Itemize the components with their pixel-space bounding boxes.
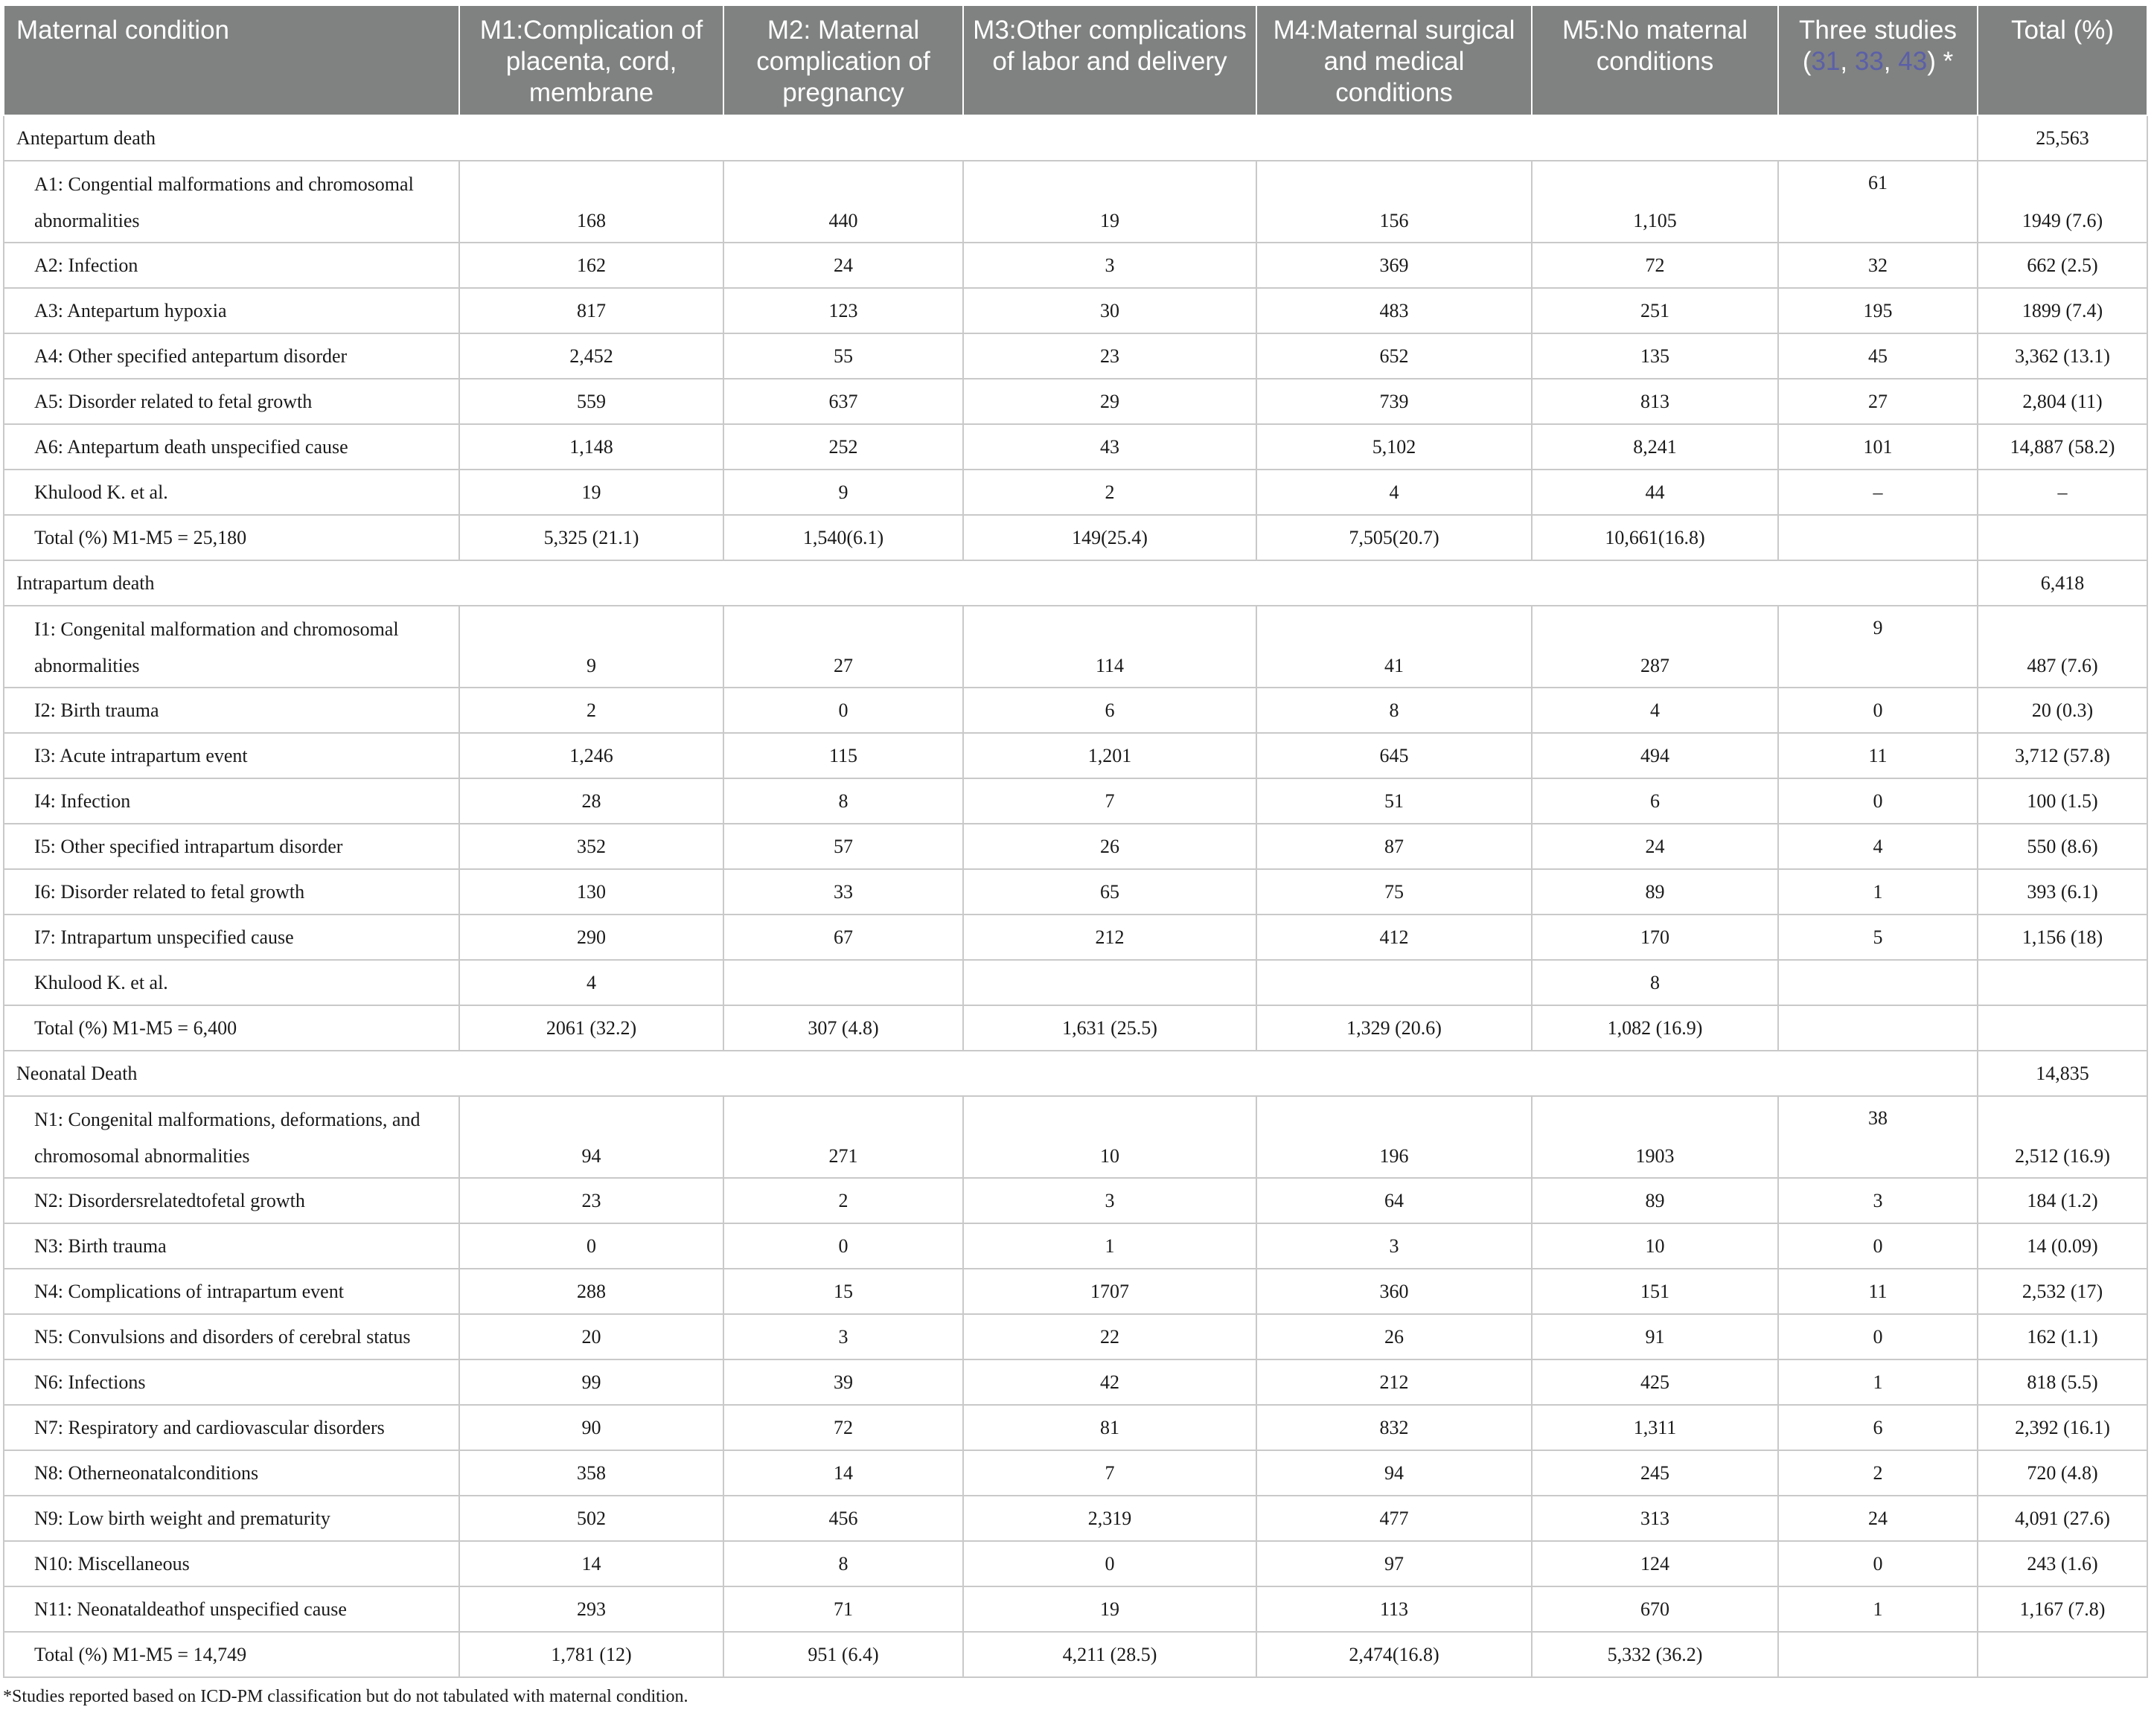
table-row: [4, 379, 2147, 424]
cell-m4: 41: [1256, 606, 1532, 688]
cell-m5: 251: [1532, 288, 1778, 333]
footnote: *Studies reported based on ICD-PM classification but do not tabulated with maternal condition.: [3, 1687, 688, 1706]
ref-link-31[interactable]: 31: [1811, 47, 1841, 76]
cell-m1: 293: [459, 1586, 723, 1632]
cell-m3: 81: [963, 1405, 1256, 1450]
cell-three: 32: [1778, 243, 1978, 288]
cell-m3: 22: [963, 1314, 1256, 1359]
cell-m2: 115: [723, 733, 963, 778]
cell-m5: 135: [1532, 333, 1778, 379]
cell-m5: 8: [1532, 960, 1778, 1005]
cell-m5: 813: [1532, 379, 1778, 424]
cell-three: 0: [1778, 1314, 1978, 1359]
section-title: Neonatal Death: [4, 1051, 1978, 1096]
header-total: Total (%): [1978, 5, 2147, 115]
cell-m4: 832: [1256, 1405, 1532, 1450]
cell-m3: 2: [963, 470, 1256, 515]
cell-m4: 87: [1256, 824, 1532, 869]
table-row: [4, 1632, 2147, 1677]
cell-m2: 67: [723, 915, 963, 960]
cell-m4: 94: [1256, 1450, 1532, 1496]
cell-m5: 1903: [1532, 1096, 1778, 1178]
cell-m2: [723, 960, 963, 1005]
cell-m1: 9: [459, 606, 723, 688]
cell-m3: 0: [963, 1541, 1256, 1586]
cell-m5: 1,082 (16.9): [1532, 1005, 1778, 1051]
cell-total: [1978, 1632, 2147, 1677]
cell-total: 2,532 (17): [1978, 1269, 2147, 1314]
section-row-intrapartum: [4, 560, 2147, 606]
cell-three: 27: [1778, 379, 1978, 424]
cell-total: 20 (0.3): [1978, 688, 2147, 733]
cell-three: 0: [1778, 688, 1978, 733]
table-row: [4, 333, 2147, 379]
cell-m4: 360: [1256, 1269, 1532, 1314]
cell-three: [1778, 960, 1978, 1005]
cell-m2: 307 (4.8): [723, 1005, 963, 1051]
section-title: Antepartum death: [4, 115, 1978, 161]
cell-m3: 7: [963, 1450, 1256, 1496]
ref-separator: ,: [1840, 47, 1855, 76]
cell-m1: 2061 (32.2): [459, 1005, 723, 1051]
cell-total: 818 (5.5): [1978, 1359, 2147, 1405]
cell-m3: 6: [963, 688, 1256, 733]
cell-m1: 20: [459, 1314, 723, 1359]
ref-link-33[interactable]: 33: [1854, 47, 1884, 76]
cell-m5: 124: [1532, 1541, 1778, 1586]
table-row: [4, 1314, 2147, 1359]
cell-m2: 1,540(6.1): [723, 515, 963, 560]
row-label: A3: Antepartum hypoxia: [4, 288, 459, 333]
cell-total: [1978, 1005, 2147, 1051]
cell-three: 45: [1778, 333, 1978, 379]
cell-m3: 1,631 (25.5): [963, 1005, 1256, 1051]
cell-m2: 55: [723, 333, 963, 379]
header-m1: M1:Complication of placenta, cord, membrane: [459, 5, 723, 115]
row-label: N2: Disordersrelatedtofetal growth: [4, 1178, 459, 1223]
cell-three: 4: [1778, 824, 1978, 869]
cell-total: –: [1978, 470, 2147, 515]
cell-m2: 27: [723, 606, 963, 688]
cell-m5: 170: [1532, 915, 1778, 960]
section-row-antepartum: [4, 115, 2147, 161]
table-row: [4, 1496, 2147, 1541]
row-label: A1: Congential malformations and chromosomal abnormalities: [4, 161, 459, 243]
cell-m5: 1,105: [1532, 161, 1778, 243]
cell-total: 1949 (7.6): [1978, 161, 2147, 243]
cell-total: 2,512 (16.9): [1978, 1096, 2147, 1178]
cell-m3: 29: [963, 379, 1256, 424]
cell-total: 14 (0.09): [1978, 1223, 2147, 1269]
cell-m2: 0: [723, 688, 963, 733]
cell-total: 393 (6.1): [1978, 869, 2147, 915]
cell-m1: 358: [459, 1450, 723, 1496]
table-row: [4, 288, 2147, 333]
table-body: [4, 115, 2147, 1677]
cell-three: 38: [1778, 1096, 1978, 1178]
cell-m1: 5,325 (21.1): [459, 515, 723, 560]
cell-three: –: [1778, 470, 1978, 515]
cell-m3: 65: [963, 869, 1256, 915]
cell-m5: 72: [1532, 243, 1778, 288]
row-label: A4: Other specified antepartum disorder: [4, 333, 459, 379]
cell-m2: 57: [723, 824, 963, 869]
row-label: N3: Birth trauma: [4, 1223, 459, 1269]
row-label: I3: Acute intrapartum event: [4, 733, 459, 778]
row-label: I5: Other specified intrapartum disorder: [4, 824, 459, 869]
cell-m3: 212: [963, 915, 1256, 960]
table-row: [4, 1405, 2147, 1450]
row-label: N4: Complications of intrapartum event: [4, 1269, 459, 1314]
cell-m3: 10: [963, 1096, 1256, 1178]
table-row: [4, 470, 2147, 515]
cell-m1: 162: [459, 243, 723, 288]
cell-m5: 10,661(16.8): [1532, 515, 1778, 560]
cell-m3: 7: [963, 778, 1256, 824]
cell-m3: [963, 960, 1256, 1005]
section-total: 14,835: [1978, 1051, 2147, 1096]
cell-m4: [1256, 960, 1532, 1005]
cell-m2: 637: [723, 379, 963, 424]
row-label: N10: Miscellaneous: [4, 1541, 459, 1586]
cell-m3: 26: [963, 824, 1256, 869]
cell-m5: 1,311: [1532, 1405, 1778, 1450]
table-row: [4, 1586, 2147, 1632]
cell-total: 2,804 (11): [1978, 379, 2147, 424]
row-label: I2: Birth trauma: [4, 688, 459, 733]
cell-m1: 4: [459, 960, 723, 1005]
table-row: [4, 1005, 2147, 1051]
table-row: [4, 424, 2147, 470]
cell-three: 11: [1778, 1269, 1978, 1314]
row-label: N7: Respiratory and cardiovascular disorders: [4, 1405, 459, 1450]
section-row-neonatal: [4, 1051, 2147, 1096]
cell-m4: 196: [1256, 1096, 1532, 1178]
cell-m3: 1707: [963, 1269, 1256, 1314]
row-label: Khulood K. et al.: [4, 470, 459, 515]
cell-m5: 91: [1532, 1314, 1778, 1359]
header-three-studies: [1778, 5, 1978, 115]
header-m4: M4:Maternal surgical and medical conditions: [1256, 5, 1532, 115]
cell-m1: 14: [459, 1541, 723, 1586]
cell-m2: 0: [723, 1223, 963, 1269]
cell-m1: 168: [459, 161, 723, 243]
row-label: I7: Intrapartum unspecified cause: [4, 915, 459, 960]
cell-m1: 2: [459, 688, 723, 733]
table-row: [4, 824, 2147, 869]
cell-three: 9: [1778, 606, 1978, 688]
table-row: [4, 915, 2147, 960]
table-row: [4, 515, 2147, 560]
cell-total: 100 (1.5): [1978, 778, 2147, 824]
cell-three: 5: [1778, 915, 1978, 960]
table-row: [4, 1450, 2147, 1496]
cell-m3: 3: [963, 1178, 1256, 1223]
cell-m4: 3: [1256, 1223, 1532, 1269]
cell-three: 61: [1778, 161, 1978, 243]
ref-separator: ,: [1883, 47, 1899, 76]
cell-total: 2,392 (16.1): [1978, 1405, 2147, 1450]
row-label: N8: Otherneonatalconditions: [4, 1450, 459, 1496]
cell-total: 14,887 (58.2): [1978, 424, 2147, 470]
cell-m1: 130: [459, 869, 723, 915]
table-row: [4, 733, 2147, 778]
cell-m4: 369: [1256, 243, 1532, 288]
table-row: [4, 243, 2147, 288]
cell-m4: 4: [1256, 470, 1532, 515]
cell-m5: 151: [1532, 1269, 1778, 1314]
cell-m5: 670: [1532, 1586, 1778, 1632]
cell-m2: 440: [723, 161, 963, 243]
cell-m5: 425: [1532, 1359, 1778, 1405]
cell-three: [1778, 515, 1978, 560]
cell-m2: 14: [723, 1450, 963, 1496]
cell-m2: 15: [723, 1269, 963, 1314]
row-label: I6: Disorder related to fetal growth: [4, 869, 459, 915]
cell-m1: 290: [459, 915, 723, 960]
cell-three: [1778, 1005, 1978, 1051]
cell-m3: 19: [963, 161, 1256, 243]
cell-m4: 7,505(20.7): [1256, 515, 1532, 560]
cell-three: 2: [1778, 1450, 1978, 1496]
cell-m4: 8: [1256, 688, 1532, 733]
header-m3: M3:Other complications of labor and delivery: [963, 5, 1256, 115]
cell-m3: 2,319: [963, 1496, 1256, 1541]
cell-m2: 39: [723, 1359, 963, 1405]
cell-m3: 43: [963, 424, 1256, 470]
row-label: N9: Low birth weight and prematurity: [4, 1496, 459, 1541]
ref-link-43[interactable]: 43: [1898, 47, 1928, 76]
cell-total: 3,362 (13.1): [1978, 333, 2147, 379]
cell-m5: 89: [1532, 869, 1778, 915]
cell-m5: 494: [1532, 733, 1778, 778]
cell-m3: 149(25.4): [963, 515, 1256, 560]
cell-m5: 10: [1532, 1223, 1778, 1269]
cell-m1: 94: [459, 1096, 723, 1178]
table-row: [4, 1541, 2147, 1586]
cell-m5: 313: [1532, 1496, 1778, 1541]
cell-m4: 483: [1256, 288, 1532, 333]
cell-m3: 4,211 (28.5): [963, 1632, 1256, 1677]
cell-m4: 739: [1256, 379, 1532, 424]
header-three-studies-label: Three studies (: [1798, 16, 1958, 76]
row-label: Total (%) M1-M5 = 25,180: [4, 515, 459, 560]
cell-m4: 26: [1256, 1314, 1532, 1359]
section-total: 6,418: [1978, 560, 2147, 606]
row-label: N6: Infections: [4, 1359, 459, 1405]
cell-three: 1: [1778, 1586, 1978, 1632]
cell-m4: 75: [1256, 869, 1532, 915]
table-row: [4, 1359, 2147, 1405]
maternal-condition-table: [3, 4, 2148, 1678]
cell-three: 11: [1778, 733, 1978, 778]
cell-three: 1: [1778, 869, 1978, 915]
cell-m5: 5,332 (36.2): [1532, 1632, 1778, 1677]
table-row: [4, 1269, 2147, 1314]
cell-total: [1978, 960, 2147, 1005]
cell-m2: 123: [723, 288, 963, 333]
cell-m1: 99: [459, 1359, 723, 1405]
cell-m1: 23: [459, 1178, 723, 1223]
cell-three: 0: [1778, 1223, 1978, 1269]
cell-three: 0: [1778, 1541, 1978, 1586]
table-row: [4, 778, 2147, 824]
cell-total: 720 (4.8): [1978, 1450, 2147, 1496]
cell-m4: 212: [1256, 1359, 1532, 1405]
cell-three: 6: [1778, 1405, 1978, 1450]
row-label: A2: Infection: [4, 243, 459, 288]
cell-total: 1899 (7.4): [1978, 288, 2147, 333]
row-label: Khulood K. et al.: [4, 960, 459, 1005]
cell-m1: 1,781 (12): [459, 1632, 723, 1677]
cell-m2: 72: [723, 1405, 963, 1450]
row-label: N5: Convulsions and disorders of cerebral status: [4, 1314, 459, 1359]
cell-m2: 271: [723, 1096, 963, 1178]
header-m5: M5:No maternal conditions: [1532, 5, 1778, 115]
cell-m4: 97: [1256, 1541, 1532, 1586]
cell-three: 101: [1778, 424, 1978, 470]
header-m2: M2: Maternal complication of pregnancy: [723, 5, 963, 115]
cell-m4: 51: [1256, 778, 1532, 824]
table-row: [4, 161, 2147, 243]
table-row: [4, 688, 2147, 733]
table-row: [4, 606, 2147, 688]
cell-m1: 559: [459, 379, 723, 424]
header-maternal-condition: Maternal condition: [4, 5, 459, 115]
row-label: Total (%) M1-M5 = 6,400: [4, 1005, 459, 1051]
cell-m1: 352: [459, 824, 723, 869]
row-label: I4: Infection: [4, 778, 459, 824]
cell-m1: 28: [459, 778, 723, 824]
cell-m1: 2,452: [459, 333, 723, 379]
cell-m1: 1,148: [459, 424, 723, 470]
cell-m4: 645: [1256, 733, 1532, 778]
cell-total: 487 (7.6): [1978, 606, 2147, 688]
cell-m4: 5,102: [1256, 424, 1532, 470]
cell-m2: 3: [723, 1314, 963, 1359]
cell-m4: 156: [1256, 161, 1532, 243]
cell-total: 3,712 (57.8): [1978, 733, 2147, 778]
table-row: [4, 1096, 2147, 1178]
cell-m3: 42: [963, 1359, 1256, 1405]
cell-m2: 951 (6.4): [723, 1632, 963, 1677]
cell-m2: 33: [723, 869, 963, 915]
cell-m3: 3: [963, 243, 1256, 288]
cell-m4: 2,474(16.8): [1256, 1632, 1532, 1677]
cell-m1: 502: [459, 1496, 723, 1541]
row-label: N1: Congenital malformations, deformations, and chromosomal abnormalities: [4, 1096, 459, 1178]
cell-m5: 287: [1532, 606, 1778, 688]
cell-three: 24: [1778, 1496, 1978, 1541]
cell-m3: 19: [963, 1586, 1256, 1632]
cell-m1: 1,246: [459, 733, 723, 778]
cell-m4: 113: [1256, 1586, 1532, 1632]
cell-m2: 456: [723, 1496, 963, 1541]
cell-total: 4,091 (27.6): [1978, 1496, 2147, 1541]
cell-m4: 652: [1256, 333, 1532, 379]
cell-m2: 24: [723, 243, 963, 288]
cell-total: 162 (1.1): [1978, 1314, 2147, 1359]
cell-m4: 477: [1256, 1496, 1532, 1541]
table-row: [4, 1178, 2147, 1223]
cell-m4: 412: [1256, 915, 1532, 960]
cell-total: 1,156 (18): [1978, 915, 2147, 960]
cell-m1: 0: [459, 1223, 723, 1269]
table-row: [4, 1223, 2147, 1269]
cell-m2: 2: [723, 1178, 963, 1223]
cell-three: [1778, 1632, 1978, 1677]
cell-m5: 4: [1532, 688, 1778, 733]
cell-total: 662 (2.5): [1978, 243, 2147, 288]
cell-m3: 30: [963, 288, 1256, 333]
cell-m5: 44: [1532, 470, 1778, 515]
cell-total: 550 (8.6): [1978, 824, 2147, 869]
cell-total: 1,167 (7.8): [1978, 1586, 2147, 1632]
section-title: Intrapartum death: [4, 560, 1978, 606]
cell-m2: 8: [723, 778, 963, 824]
table-row: [4, 960, 2147, 1005]
cell-m3: 1,201: [963, 733, 1256, 778]
cell-total: [1978, 515, 2147, 560]
cell-m2: 8: [723, 1541, 963, 1586]
cell-total: 243 (1.6): [1978, 1541, 2147, 1586]
table-row: [4, 869, 2147, 915]
cell-three: 1: [1778, 1359, 1978, 1405]
cell-m1: 288: [459, 1269, 723, 1314]
cell-m3: 114: [963, 606, 1256, 688]
cell-m4: 1,329 (20.6): [1256, 1005, 1532, 1051]
cell-m2: 71: [723, 1586, 963, 1632]
cell-m5: 24: [1532, 824, 1778, 869]
cell-m4: 64: [1256, 1178, 1532, 1223]
cell-m5: 245: [1532, 1450, 1778, 1496]
header-row: [4, 5, 2147, 115]
cell-total: 184 (1.2): [1978, 1178, 2147, 1223]
cell-three: 195: [1778, 288, 1978, 333]
row-label: A6: Antepartum death unspecified cause: [4, 424, 459, 470]
row-label: A5: Disorder related to fetal growth: [4, 379, 459, 424]
cell-m5: 8,241: [1532, 424, 1778, 470]
cell-m2: 9: [723, 470, 963, 515]
section-total: 25,563: [1978, 115, 2147, 161]
cell-m1: 19: [459, 470, 723, 515]
row-label: N11: Neonataldeathof unspecified cause: [4, 1586, 459, 1632]
row-label: Total (%) M1-M5 = 14,749: [4, 1632, 459, 1677]
cell-three: 3: [1778, 1178, 1978, 1223]
row-label: I1: Congenital malformation and chromosomal abnormalities: [4, 606, 459, 688]
cell-m5: 6: [1532, 778, 1778, 824]
cell-m3: 23: [963, 333, 1256, 379]
cell-three: 0: [1778, 778, 1978, 824]
cell-m5: 89: [1532, 1178, 1778, 1223]
cell-m3: 1: [963, 1223, 1256, 1269]
header-three-studies-suffix: ) *: [1927, 47, 1954, 76]
cell-m1: 90: [459, 1405, 723, 1450]
cell-m1: 817: [459, 288, 723, 333]
cell-m2: 252: [723, 424, 963, 470]
